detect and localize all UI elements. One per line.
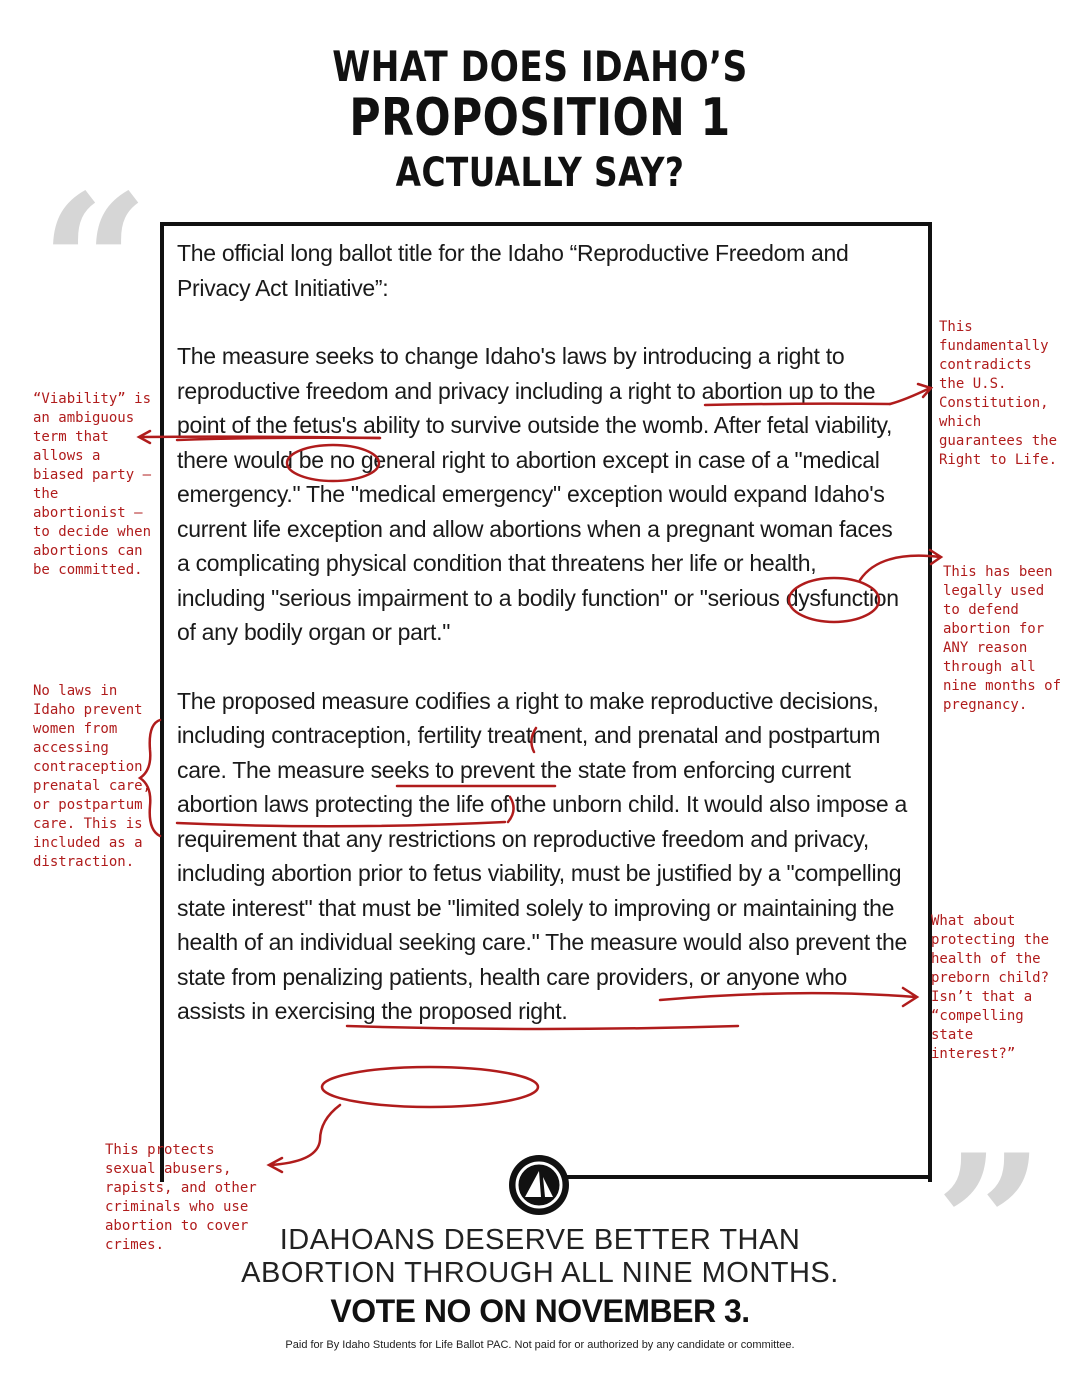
annotation-health: This has been legally used to defend abortion for ANY reason through all nine months of pregnancy. [943,564,1062,713]
annotation-preborn: What about protecting the health of the preborn child? Isn’t that a “compelling state interest?” [931,913,1050,1062]
annotation-contraception: No laws in Idaho prevent women from accessing contraception, prenatal care, or postpartum care. This is included as a distraction. [33,683,152,870]
paragraph-proposed: The proposed measure codifies a right to make reproductive decisions, including contraception, fertility treatment, and prenatal and postpartum care. The measure seeks to prevent the state from enforcing current abortion laws protecting the life of the unborn child. It would also impose a requirement that any restrictions on reproductive freedom and privacy, including abortion prior to fetus viability, must be justified by a "compelling state interest" that must be "limited solely to improving or maintaining the health of an individual seeking care." The measure would also prevent the state from penalizing patients, health care providers, or anyone who assists in exercising the proposed right. [177,687,907,1024]
highlight-viability: viability [814,412,886,438]
paragraph-intro: The official long ballot title for the Idaho “Reproductive Freedom and Privacy Act Initiative”: [177,240,849,301]
annotation-viability: “Viability” is an ambiguous term that allows a biased party – the abortionist – to decide when abortions can be committed. [33,391,152,578]
annotation-constitution: This fundamentally contradicts the U.S. Constitution, which guarantees the Right to Life. [939,319,1058,468]
open-quote-mark: “ [40,153,150,376]
close-quote-mark: ” [935,1113,1045,1336]
organization-logo [509,1155,569,1215]
title-line-1: WHAT DOES IDAHO’S [332,42,748,91]
highlight-right-to-abortion: right to abortion [627,377,783,404]
footer-line-2: ABORTION THROUGH ALL NINE MONTHS. [241,1257,839,1289]
highlight-anyone-who-assists: anyone who assists [177,963,848,1024]
highlight-prenatal: prenatal and postpartum care [177,722,881,783]
paragraph-measure: The measure seeks to change Idaho's laws by introducing a right to reproductive freedom and privacy including a right to abortion up to the point of the fetus's ability to survive outside the womb. After fetal viability, there would be no general right to abortion except in case of a "medical emergency." The "medical emergency" exception would expand Idaho's current life exception and allow abortions when a pregnant woman faces a complicating physical condition that threatens her life or health, including "serious impairment to a bodily function" or "serious dysfunction of any bodily organ or part." [177,343,899,645]
highlight-health-seeking-care: health of an individual seeking care [177,929,526,955]
frame-bottom-border [520,1175,928,1179]
highlight-contraception: contraception [271,722,406,748]
highlight-health: health [749,550,811,576]
vote-no-headline: VOTE NO ON NOVEMBER 3. [330,1293,750,1329]
annotation-assists: This protects sexual abusers, rapists, and other criminals who use abortion to cover crimes. [105,1142,257,1253]
paid-for-disclaimer: Paid for By Idaho Students for Life Ballot PAC. Not paid for or authorized by any candidate or committee. [285,1339,795,1351]
title-line-2: PROPOSITION 1 [349,88,731,148]
footer-line-1: IDAHOANS DESERVE BETTER THAN [279,1224,801,1256]
title-line-3: ACTUALLY SAY? [395,150,685,196]
ballot-text [177,236,907,1063]
logo-icon [509,1155,569,1215]
